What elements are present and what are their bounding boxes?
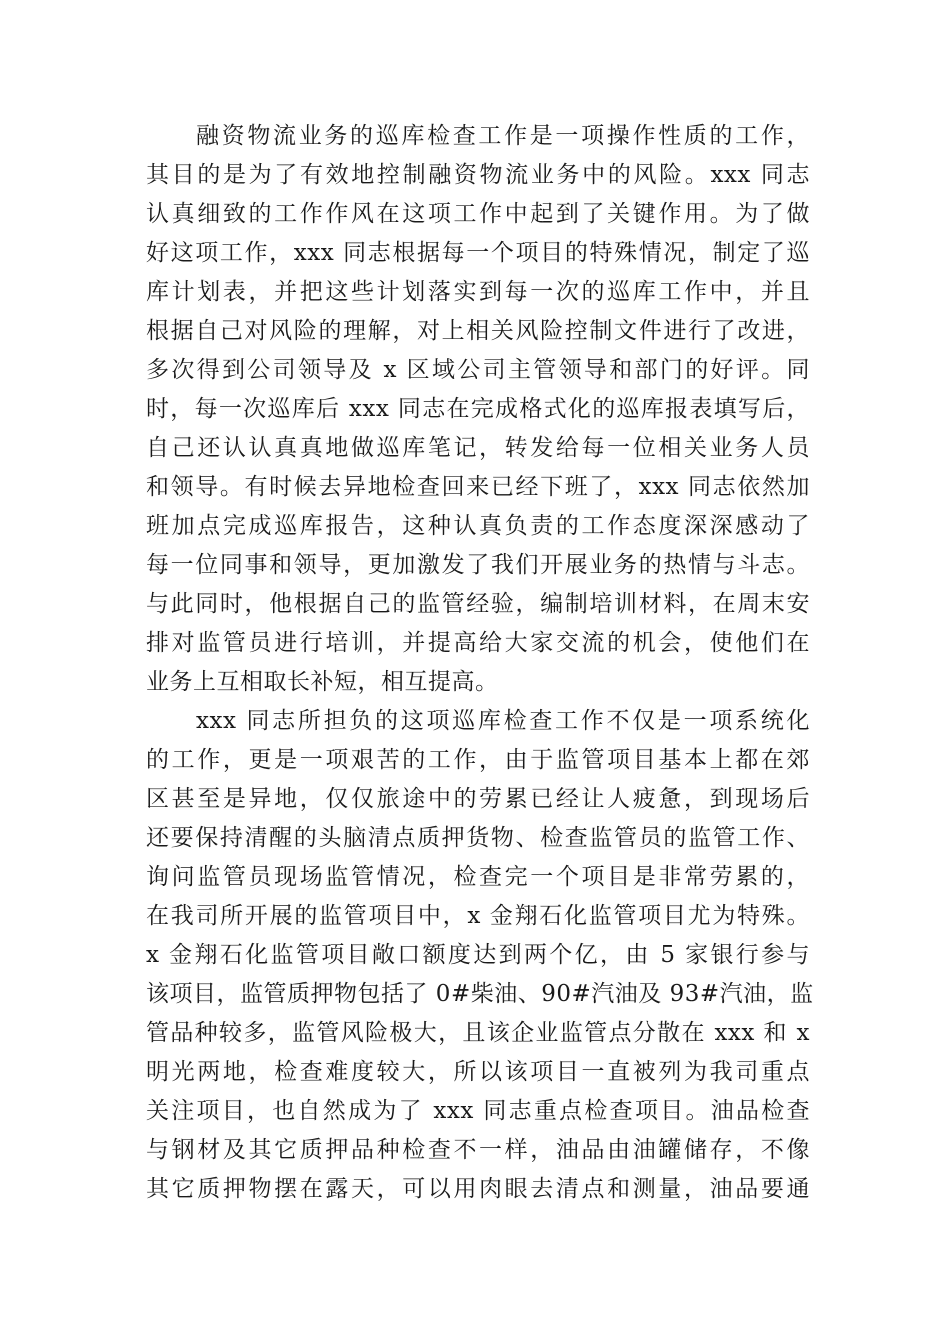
paragraph-2-line-12: 与钢材及其它质押品种检查不一样，油品由油罐储存，不像	[146, 1137, 810, 1163]
paragraph-2-line-6: 在我司所开展的监管项目中，x 金翔石化监管项目尤为特殊。	[146, 903, 810, 929]
paragraph-1-line-13: 与此同时，他根据自己的监管经验，编制培训材料，在周末安	[146, 591, 810, 617]
paragraph-1-line-12: 每一位同事和领导，更加激发了我们开展业务的热情与斗志。	[146, 552, 810, 578]
paragraph-2-line-10: 明光两地，检查难度较大，所以该项目一直被列为我司重点	[146, 1059, 810, 1085]
paragraph-2-line-9: 管品种较多，监管风险极大，且该企业监管点分散在 xxx 和 x	[146, 1020, 810, 1046]
paragraph-2-line-4: 还要保持清醒的头脑清点质押货物、检查监管员的监管工作、	[146, 825, 810, 851]
paragraph-1-line-8: 时，每一次巡库后 xxx 同志在完成格式化的巡库报表填写后，	[146, 396, 810, 422]
paragraph-2-line-2: 的工作，更是一项艰苦的工作，由于监管项目基本上都在郊	[146, 747, 810, 773]
paragraph-1-line-7: 多次得到公司领导及 x 区域公司主管领导和部门的好评。同	[146, 357, 810, 383]
paragraph-1-line-5: 库计划表，并把这些计划落实到每一次的巡库工作中，并且	[146, 279, 810, 305]
paragraph-1-line-10: 和领导。有时候去异地检查回来已经下班了，xxx 同志依然加	[146, 474, 810, 500]
paragraph-2-line-7: x 金翔石化监管项目敞口额度达到两个亿，由 5 家银行参与	[146, 942, 810, 968]
paragraph-1-line-1: 融资物流业务的巡库检查工作是一项操作性质的工作，	[196, 123, 810, 149]
paragraph-1-line-14: 排对监管员进行培训，并提高给大家交流的机会，使他们在	[146, 630, 810, 656]
paragraph-1-line-3: 认真细致的工作作风在这项工作中起到了关键作用。为了做	[146, 201, 810, 227]
paragraph-2-line-1: xxx 同志所担负的这项巡库检查工作不仅是一项系统化	[196, 708, 810, 734]
paragraph-1-line-4: 好这项工作，xxx 同志根据每一个项目的特殊情况，制定了巡	[146, 240, 810, 266]
paragraph-1-line-9: 自己还认认真真地做巡库笔记，转发给每一位相关业务人员	[146, 435, 810, 461]
paragraph-1-line-6: 根据自己对风险的理解，对上相关风险控制文件进行了改进，	[146, 318, 810, 344]
paragraph-1-line-15: 业务上互相取长补短，相互提高。	[146, 669, 499, 695]
paragraph-2-line-13: 其它质押物摆在露天，可以用肉眼去清点和测量，油品要通	[146, 1176, 810, 1202]
paragraph-2-line-3: 区甚至是异地，仅仅旅途中的劳累已经让人疲惫，到现场后	[146, 786, 810, 812]
paragraph-2-line-5: 询问监管员现场监管情况，检查完一个项目是非常劳累的，	[146, 864, 810, 890]
paragraph-2-line-11: 关注项目，也自然成为了 xxx 同志重点检查项目。油品检查	[146, 1098, 810, 1124]
paragraph-2-line-8: 该项目，监管质押物包括了 0#柴油、90#汽油及 93#汽油，监	[146, 981, 814, 1007]
paragraph-1-line-11: 班加点完成巡库报告，这种认真负责的工作态度深深感动了	[146, 513, 810, 539]
paragraph-1-line-2: 其目的是为了有效地控制融资物流业务中的风险。xxx 同志	[146, 162, 810, 188]
